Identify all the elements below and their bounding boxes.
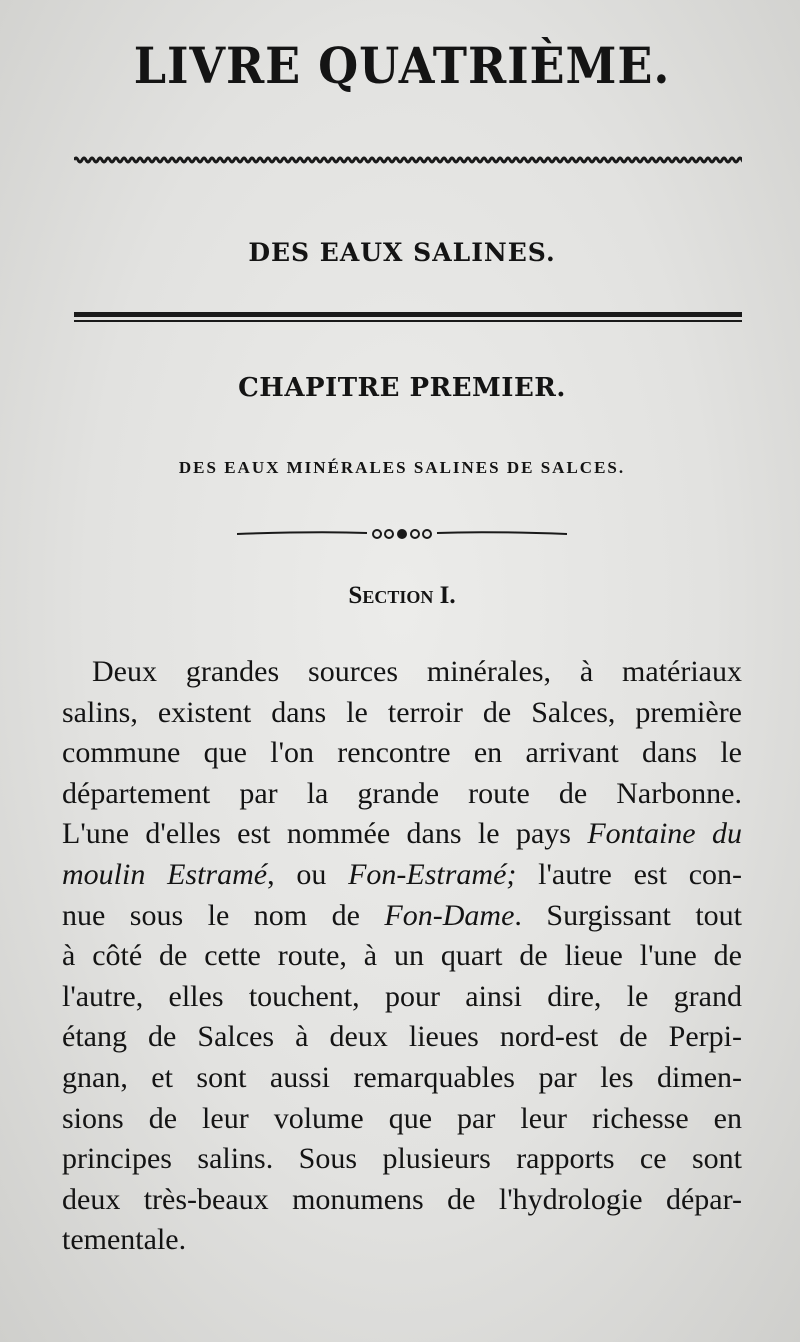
paragraph-line bbox=[62, 1058, 742, 1099]
paragraph-line bbox=[62, 693, 742, 734]
paragraph-line bbox=[62, 1139, 742, 1180]
text-run: , ou bbox=[267, 857, 349, 891]
text-run: nue sous le nom de bbox=[62, 898, 385, 932]
paragraph-line bbox=[62, 936, 742, 977]
text-run: . Surgissant tout bbox=[514, 898, 743, 932]
text-run: l'autre est con- bbox=[516, 857, 743, 891]
text-run: à côté de cette route, à un quart de lieue l'une de bbox=[62, 939, 742, 973]
double-rule-divider bbox=[74, 312, 742, 322]
paragraph-line bbox=[62, 1017, 742, 1058]
text-run: L'une d'elles est nommée dans le pays bbox=[62, 817, 588, 851]
text-run: l'autre, elles touchent, pour ainsi dire, le grand bbox=[62, 979, 742, 1013]
chapter-title: CHAPITRE PREMIER. bbox=[238, 373, 566, 403]
text-run: salins, existent dans le terroir de Salces, première bbox=[62, 695, 742, 729]
text-run: sions de leur volume que par leur richesse en bbox=[62, 1101, 742, 1135]
text-run: département par la grande route de Narbonne. bbox=[62, 776, 742, 810]
text-run: deux très-beaux monumens de l'hydrologie dépar- bbox=[62, 1182, 742, 1216]
paragraph-line bbox=[62, 1220, 742, 1261]
wavy-rule-divider bbox=[74, 150, 742, 170]
italic-text: moulin Estramé bbox=[62, 857, 268, 891]
paragraph-line bbox=[62, 977, 742, 1018]
paragraph-line bbox=[62, 814, 742, 855]
paragraph-line bbox=[62, 774, 742, 815]
text-run: commune que l'on rencontre en arrivant dans le bbox=[62, 736, 742, 770]
body-paragraph bbox=[62, 652, 742, 1261]
paragraph-line bbox=[62, 896, 742, 937]
paragraph-line bbox=[62, 1180, 742, 1221]
paragraph-line bbox=[62, 733, 742, 774]
italic-text: Fon-Dame bbox=[384, 898, 515, 932]
text-run: Deux grandes sources minérales, à matériaux bbox=[92, 655, 742, 688]
text-run: tementale. bbox=[62, 1223, 187, 1257]
section-heading: Section I. bbox=[348, 582, 456, 609]
subject-title: DES EAUX SALINES. bbox=[248, 238, 556, 267]
paragraph-line bbox=[62, 652, 742, 693]
paragraph-line bbox=[62, 855, 742, 896]
book-title: LIVRE QUATRIÈME. bbox=[133, 36, 671, 95]
italic-text: Fon-Estramé; bbox=[348, 857, 517, 891]
italic-text: Fontaine du bbox=[587, 817, 742, 851]
ornament-divider bbox=[237, 524, 567, 544]
paragraph-line bbox=[62, 1099, 742, 1140]
text-run: gnan, et sont aussi remarquables par les dimen- bbox=[62, 1060, 742, 1094]
chapter-subtitle: DES EAUX MINÉRALES SALINES DE SALCES. bbox=[178, 458, 626, 477]
text-run: étang de Salces à deux lieues nord-est de Perpi- bbox=[62, 1020, 742, 1054]
text-run: principes salins. Sous plusieurs rapports ce sont bbox=[62, 1142, 742, 1176]
